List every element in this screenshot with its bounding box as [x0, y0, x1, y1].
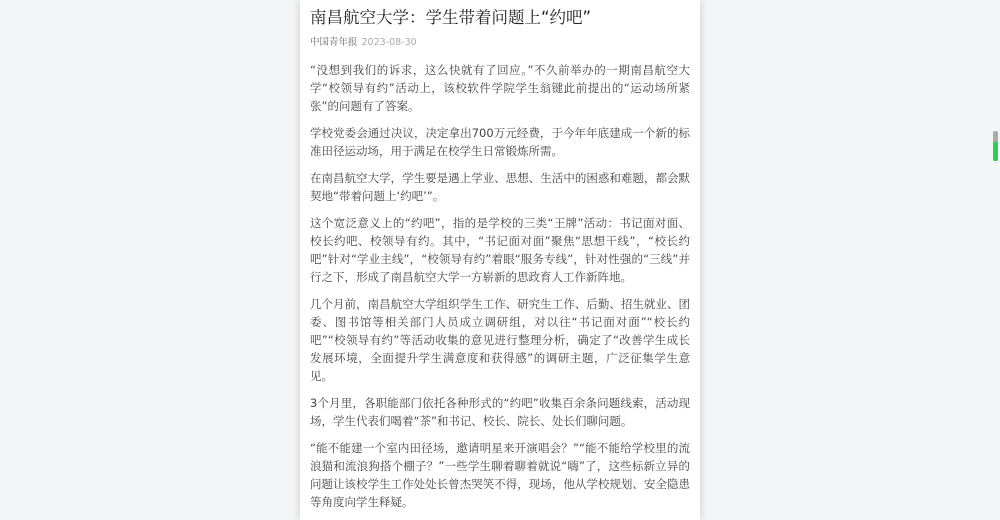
- paragraph: 3个月里，各职能部门依托各种形式的“约吧”收集百余条问题线索，活动现场，学生代表们喝着“茶”和书记、校长、院长、处长们聊问题。: [310, 396, 690, 428]
- article-meta: [310, 36, 690, 49]
- scrollbar[interactable]: [993, 131, 998, 161]
- paragraph: “能不能建一个室内田径场，邀请明星来开演唱会？”“能不能给学校里的流浪猫和流浪狗搭个棚子？”一些学生聊着聊着就说“嗨”了，这些标新立异的问题让该校学生工作处处长曾杰哭笑不得，现场，他从学校规划、安全隐患等角度向学生释疑。: [310, 441, 690, 509]
- scrollbar-thumb[interactable]: [993, 142, 998, 161]
- article-title: 南昌航空大学：学生带着问题上“约吧”: [310, 8, 592, 27]
- paragraph: 学校党委会通过决议，决定拿出700万元经费，于今年年底建成一个新的标准田径运动场，用于满足在校学生日常锻炼所需。: [310, 126, 690, 158]
- paragraph: 几个月前，南昌航空大学组织学生工作、研究生工作、后勤、招生就业、团委、图书馆等相关部门人员成立调研组，对以往“书记面对面”“校长约吧”“校领导有约”等活动收集的意见进行整理分析，确定了“改善学生成长发展环境，全面提升学生满意度和获得感”的调研主题，广泛征集学生意见。: [310, 297, 690, 383]
- paragraph: 这个宽泛意义上的“约吧”，指的是学校的三类“王牌”活动：书记面对面、校长约吧、校领导有约。其中，“书记面对面”聚焦“思想干线”，“校长约吧”针对“学业主线”，“校领导有约”着眼“服务专线”，针对性强的“三线”并行之下，形成了南昌航空大学一方崭新的思政育人工作新阵地。: [310, 216, 690, 284]
- article: [300, 0, 700, 520]
- paragraph: “没想到我们的诉求，这么快就有了回应。”不久前举办的一期南昌航空大学“校领导有约”活动上，该校软件学院学生翁键此前提出的“运动场所紧张”的问题有了答案。: [310, 63, 690, 113]
- article-body: [310, 61, 690, 511]
- paragraph: 在南昌航空大学，学生要是遇上学业、思想、生活中的困惑和难题，都会默契地“带着问题上‘约吧’”。: [310, 171, 690, 203]
- article-date: 2023-08-30: [361, 37, 417, 48]
- article-source[interactable]: 中国青年报: [310, 37, 358, 48]
